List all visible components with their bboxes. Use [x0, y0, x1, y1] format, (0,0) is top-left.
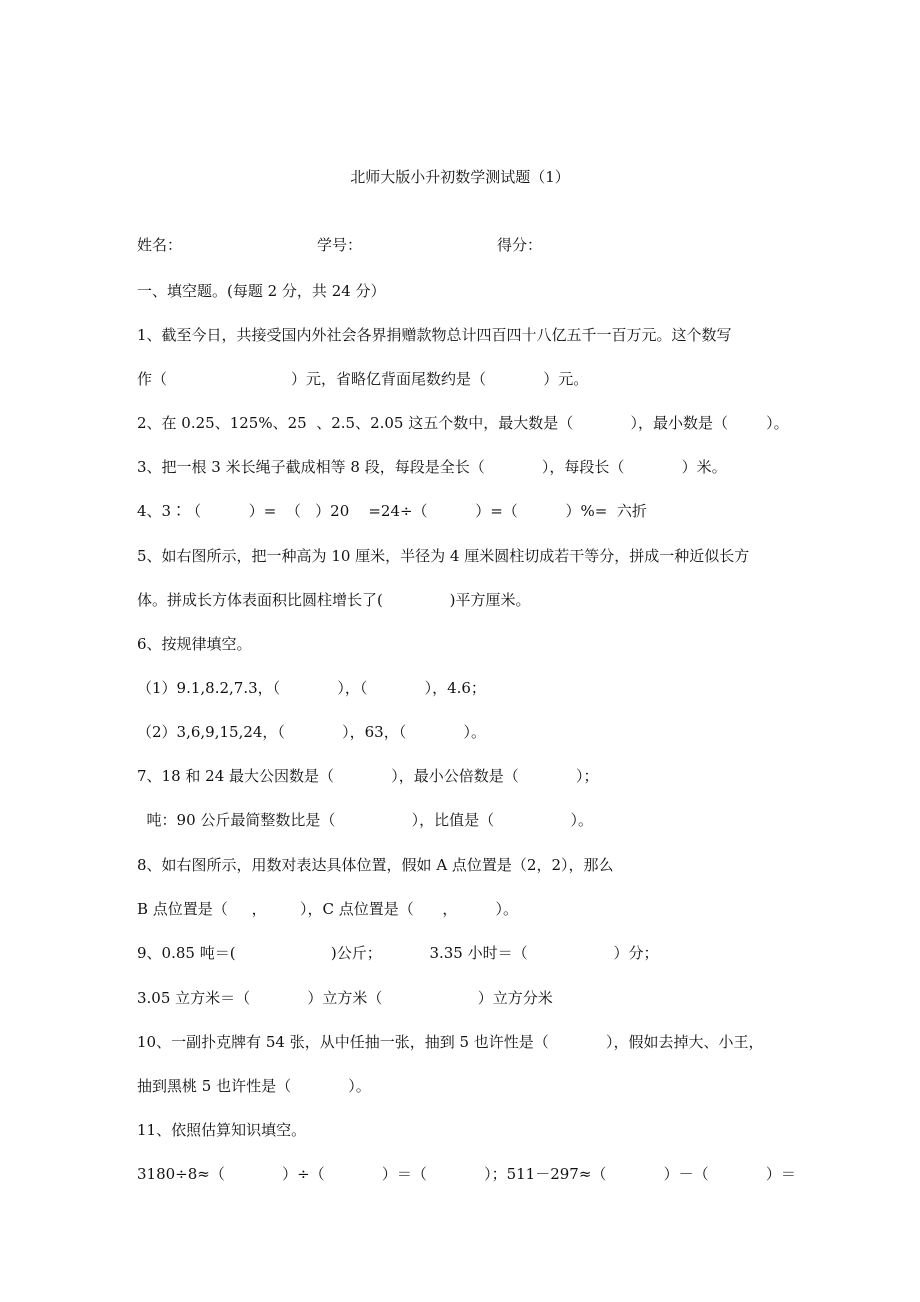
score-label: 得分： — [497, 236, 543, 254]
question-line: 6、按规律填空。 — [137, 635, 252, 653]
question-line: 11、依照估算知识填空。 — [137, 1121, 307, 1139]
question-line: 8、如右图所示，用数对表达具体位置，假如 A 点位置是（2，2），那么 — [137, 856, 614, 874]
question-line: 2、在 0.25、125%、25 、2.5、2.05 这五个数中，最大数是（ ），最小数是（ ）。 — [137, 414, 789, 432]
question-line: 体。拼成长方体表面积比圆柱增长了( )平方厘米。 — [137, 591, 531, 609]
question-line: 9、0.85 吨＝( )公斤； 3.35 小时＝（ ）分； — [137, 944, 659, 962]
question-line: （1）9.1,8.2,7.3，（ ），（ ），4.6； — [137, 679, 486, 697]
question-line: 抽到黑桃 5 也许性是（ ）。 — [137, 1077, 371, 1095]
student-id-label: 学号： — [317, 236, 363, 254]
question-line: 作（ ）元，省略亿背面尾数约是（ ）元。 — [137, 370, 589, 388]
question-line: 1、截至今日，共接受国内外社会各界捐赠款物总计四百四十八亿五千一百万元。这个数写 — [137, 326, 732, 344]
section-heading: 一、填空题。(每题 2 分，共 24 分） — [137, 282, 386, 300]
question-line: 5、如右图所示，把一种高为 10 厘米，半径为 4 厘米圆柱切成若干等分，拼成一种近似长方 — [137, 547, 750, 565]
question-line: 吨：90 公斤最简整数比是（ ），比值是（ ）。 — [137, 811, 593, 829]
question-line: 7、18 和 24 最大公因数是（ ），最小公倍数是（ ）； — [137, 767, 599, 785]
question-line: 3180÷8≈（ ）÷（ ）＝（ ）；511－297≈（ ）－（ ）＝ — [137, 1165, 796, 1183]
question-line: 4、3∶（ ）= （ ）20 =24÷（ ）=（ ）%= 六折 — [137, 502, 647, 520]
name-label: 姓名： — [137, 236, 183, 254]
question-line: 3.05 立方米＝（ ）立方米（ ）立方分米 — [137, 989, 553, 1007]
question-line: （2）3,6,9,15,24，（ ），63，（ ）。 — [137, 723, 486, 741]
question-line: 3、把一根 3 米长绳子截成相等 8 段，每段是全长（ ），每段长（ ）米。 — [137, 458, 727, 476]
page-title: 北师大版小升初数学测试题（1） — [350, 168, 570, 186]
student-info-row — [137, 235, 837, 255]
question-line: B 点位置是（ ， ），C 点位置是（ ， ）。 — [137, 900, 519, 918]
question-line: 10、一副扑克牌有 54 张，从中任抽一张，抽到 5 也许性是（ ），假如去掉大、小王， — [137, 1033, 764, 1051]
